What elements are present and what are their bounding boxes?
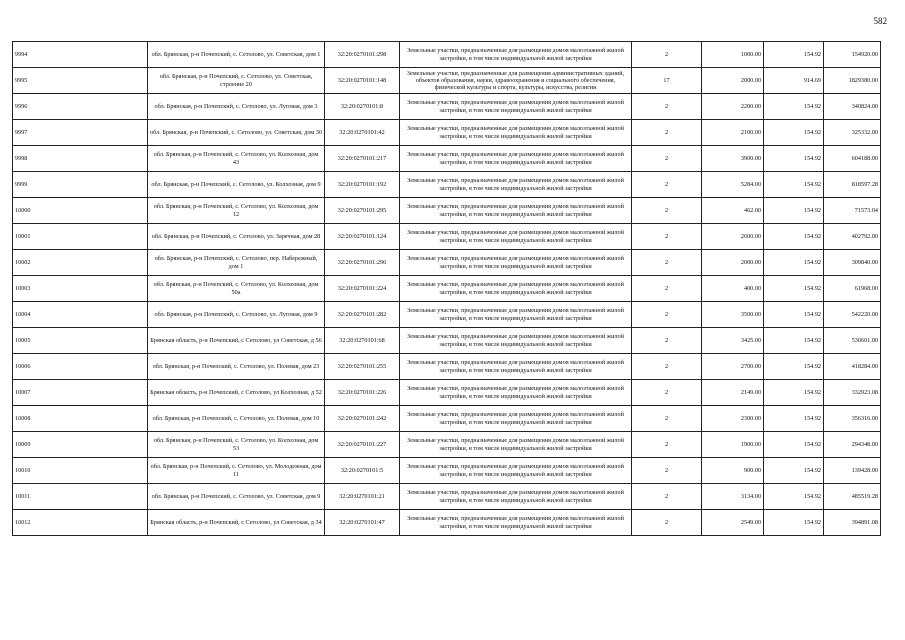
category-code-cell: 2 <box>632 510 702 536</box>
address-cell: обл. Брянская, р-н Почепский, с. Сетолово, ул. Советская, строение 20 <box>148 68 325 94</box>
cadastral-number-cell: 32:20:0270101:255 <box>325 354 400 380</box>
row-number-cell: 10004 <box>13 302 148 328</box>
category-code-cell: 17 <box>632 68 702 94</box>
cadastral-number-cell: 32:20:0270101:8 <box>325 94 400 120</box>
land-use-cell: Земельные участки, предназначенные для размещения домов малоэтажной жилой застройки, в том числе индивидуальной жилой застройки <box>400 302 632 328</box>
table-row <box>13 198 881 224</box>
land-use-cell: Земельные участки, предназначенные для размещения домов малоэтажной жилой застройки, в том числе индивидуальной жилой застройки <box>400 276 632 302</box>
specific-value-cell: 154.92 <box>764 250 824 276</box>
table-row <box>13 484 881 510</box>
table-row <box>13 380 881 406</box>
table-body <box>13 42 881 536</box>
category-code-cell: 2 <box>632 328 702 354</box>
land-use-cell: Земельные участки, предназначенные для размещения домов малоэтажной жилой застройки, в том числе индивидуальной жилой застройки <box>400 42 632 68</box>
area-cell: 2300.00 <box>702 406 764 432</box>
row-number-cell: 10000 <box>13 198 148 224</box>
area-cell: 3425.00 <box>702 328 764 354</box>
cadastral-value-cell: 402792.00 <box>824 224 881 250</box>
specific-value-cell: 154.92 <box>764 224 824 250</box>
cadastral-value-cell: 394891.08 <box>824 510 881 536</box>
area-cell: 5284.00 <box>702 172 764 198</box>
address-cell: обл. Брянская, р-н Почепский, с. Сетолово, ул. Советская, дом 9 <box>148 484 325 510</box>
row-number-cell: 10001 <box>13 224 148 250</box>
row-number-cell: 9997 <box>13 120 148 146</box>
cadastral-value-cell: 154920.00 <box>824 42 881 68</box>
area-cell: 2549.00 <box>702 510 764 536</box>
specific-value-cell: 154.92 <box>764 484 824 510</box>
category-code-cell: 2 <box>632 250 702 276</box>
cadastral-value-cell: 294348.00 <box>824 432 881 458</box>
row-number-cell: 9999 <box>13 172 148 198</box>
cadastral-value-cell: 61968.00 <box>824 276 881 302</box>
address-cell: обл. Брянская, р-н Почепский, с. Сетолово, пер. Набережный, дом 1 <box>148 250 325 276</box>
cadastral-value-cell: 71573.04 <box>824 198 881 224</box>
cadastral-number-cell: 32:20:0270101:242 <box>325 406 400 432</box>
table-row <box>13 94 881 120</box>
land-use-cell: Земельные участки, предназначенные для размещения домов малоэтажной жилой застройки, в том числе индивидуальной жилой застройки <box>400 510 632 536</box>
area-cell: 3500.00 <box>702 302 764 328</box>
land-use-cell: Земельные участки, предназначенные для размещения домов малоэтажной жилой застройки, в том числе индивидуальной жилой застройки <box>400 120 632 146</box>
category-code-cell: 2 <box>632 94 702 120</box>
land-use-cell: Земельные участки, предназначенные для размещения домов малоэтажной жилой застройки, в том числе индивидуальной жилой застройки <box>400 146 632 172</box>
cadastral-value-cell: 818597.28 <box>824 172 881 198</box>
cadastral-number-cell: 32:20:0270101:192 <box>325 172 400 198</box>
category-code-cell: 2 <box>632 276 702 302</box>
specific-value-cell: 154.92 <box>764 198 824 224</box>
table-row <box>13 328 881 354</box>
cadastral-value-cell: 332923.08 <box>824 380 881 406</box>
cadastral-number-cell: 32:20:0270101:298 <box>325 42 400 68</box>
cadastral-number-cell: 32:20:0270101:227 <box>325 432 400 458</box>
area-cell: 2000.00 <box>702 250 764 276</box>
row-number-cell: 10010 <box>13 458 148 484</box>
specific-value-cell: 154.92 <box>764 146 824 172</box>
cadastral-value-cell: 340824.00 <box>824 94 881 120</box>
land-use-cell: Земельные участки, предназначенные для размещения домов малоэтажной жилой застройки, в том числе индивидуальной жилой застройки <box>400 198 632 224</box>
row-number-cell: 9994 <box>13 42 148 68</box>
address-cell: обл. Брянская, р-н Почепский, с. Сетолово, ул. Советская, дом 30 <box>148 120 325 146</box>
category-code-cell: 2 <box>632 406 702 432</box>
area-cell: 1900.00 <box>702 432 764 458</box>
address-cell: обл. Брянская, р-н Почепский, с. Сетолово, ул. Колхозная, дом 50а <box>148 276 325 302</box>
area-cell: 2600.00 <box>702 224 764 250</box>
area-cell: 400.00 <box>702 276 764 302</box>
category-code-cell: 2 <box>632 146 702 172</box>
cadastral-number-cell: 32:20:0270101:217 <box>325 146 400 172</box>
cadastral-number-cell: 32:20:0270101:226 <box>325 380 400 406</box>
specific-value-cell: 154.92 <box>764 510 824 536</box>
table-row <box>13 276 881 302</box>
address-cell: Брянская область, р-н Почепский, с Сетолово, ул Колхозная, д 52 <box>148 380 325 406</box>
area-cell: 2700.00 <box>702 354 764 380</box>
table-row <box>13 172 881 198</box>
table-row <box>13 42 881 68</box>
table-row <box>13 302 881 328</box>
specific-value-cell: 154.92 <box>764 328 824 354</box>
table-row <box>13 432 881 458</box>
category-code-cell: 2 <box>632 42 702 68</box>
address-cell: обл. Брянская, р-н Почепский, с. Сетолово, ул. Колхозная, дом 53 <box>148 432 325 458</box>
cadastral-number-cell: 32:20:0270101:296 <box>325 250 400 276</box>
area-cell: 1000.00 <box>702 42 764 68</box>
row-number-cell: 10003 <box>13 276 148 302</box>
cadastral-value-cell: 485519.28 <box>824 484 881 510</box>
row-number-cell: 10009 <box>13 432 148 458</box>
table-row <box>13 354 881 380</box>
area-cell: 2100.00 <box>702 120 764 146</box>
cadastral-value-table <box>12 41 881 536</box>
cadastral-value-cell: 1829380.00 <box>824 68 881 94</box>
land-use-cell: Земельные участки, предназначенные для размещения домов малоэтажной жилой застройки, в том числе индивидуальной жилой застройки <box>400 94 632 120</box>
specific-value-cell: 154.92 <box>764 42 824 68</box>
table-row <box>13 68 881 94</box>
category-code-cell: 2 <box>632 224 702 250</box>
cadastral-number-cell: 32:20:0270101:68 <box>325 328 400 354</box>
land-use-cell: Земельные участки, предназначенные для размещения домов малоэтажной жилой застройки, в том числе индивидуальной жилой застройки <box>400 484 632 510</box>
cadastral-value-cell: 139428.00 <box>824 458 881 484</box>
land-use-cell: Земельные участки, предназначенные для размещения домов малоэтажной жилой застройки, в том числе индивидуальной жилой застройки <box>400 380 632 406</box>
cadastral-number-cell: 32:20:0270101:21 <box>325 484 400 510</box>
address-cell: обл. Брянская, р-н Почепский, с. Сетолово, ул. Колхозная, дом 12 <box>148 198 325 224</box>
category-code-cell: 2 <box>632 432 702 458</box>
cadastral-value-cell: 309840.00 <box>824 250 881 276</box>
row-number-cell: 10006 <box>13 354 148 380</box>
category-code-cell: 2 <box>632 354 702 380</box>
area-cell: 2000.00 <box>702 68 764 94</box>
area-cell: 3134.00 <box>702 484 764 510</box>
row-number-cell: 10011 <box>13 484 148 510</box>
cadastral-number-cell: 32:20:0270101:47 <box>325 510 400 536</box>
specific-value-cell: 154.92 <box>764 406 824 432</box>
cadastral-number-cell: 32:20:0270101:124 <box>325 224 400 250</box>
category-code-cell: 2 <box>632 484 702 510</box>
land-use-cell: Земельные участки, предназначенные для размещения домов малоэтажной жилой застройки, в том числе индивидуальной жилой застройки <box>400 250 632 276</box>
category-code-cell: 2 <box>632 380 702 406</box>
specific-value-cell: 154.92 <box>764 172 824 198</box>
land-use-cell: Земельные участки, предназначенные для размещения домов малоэтажной жилой застройки, в том числе индивидуальной жилой застройки <box>400 354 632 380</box>
table-row <box>13 510 881 536</box>
table-row <box>13 224 881 250</box>
area-cell: 900.00 <box>702 458 764 484</box>
specific-value-cell: 914.69 <box>764 68 824 94</box>
cadastral-number-cell: 32:20:0270101:42 <box>325 120 400 146</box>
land-use-cell: Земельные участки, предназначенные для размещения административных зданий, объектов образования, науки, здравоохранения и социального обеспечения, физической культуры и спорта, культуры, искусства, религии <box>400 68 632 94</box>
land-use-cell: Земельные участки, предназначенные для размещения домов малоэтажной жилой застройки, в том числе индивидуальной жилой застройки <box>400 458 632 484</box>
cadastral-value-cell: 418284.00 <box>824 354 881 380</box>
cadastral-value-cell: 356316.00 <box>824 406 881 432</box>
table-row <box>13 458 881 484</box>
cadastral-value-cell: 530601.00 <box>824 328 881 354</box>
specific-value-cell: 154.92 <box>764 380 824 406</box>
address-cell: обл. Брянская, р-н Почепский, с. Сетолово, ул. Колхозная, дом 9 <box>148 172 325 198</box>
row-number-cell: 10005 <box>13 328 148 354</box>
land-use-cell: Земельные участки, предназначенные для размещения домов малоэтажной жилой застройки, в том числе индивидуальной жилой застройки <box>400 224 632 250</box>
row-number-cell: 9996 <box>13 94 148 120</box>
page-number: 582 <box>873 16 887 26</box>
category-code-cell: 2 <box>632 458 702 484</box>
cadastral-number-cell: 32:20:0270101:224 <box>325 276 400 302</box>
table-row <box>13 406 881 432</box>
category-code-cell: 2 <box>632 172 702 198</box>
address-cell: обл. Брянская, р-н Почепский, с. Сетолово, ул. Заречная, дом 28 <box>148 224 325 250</box>
cadastral-number-cell: 32:20:0270101:148 <box>325 68 400 94</box>
cadastral-value-cell: 604188.00 <box>824 146 881 172</box>
address-cell: обл. Брянская, р-н Почепский, с. Сетолово, ул. Полевая, дом 23 <box>148 354 325 380</box>
land-use-cell: Земельные участки, предназначенные для размещения домов малоэтажной жилой застройки, в том числе индивидуальной жилой застройки <box>400 172 632 198</box>
specific-value-cell: 154.92 <box>764 432 824 458</box>
row-number-cell: 9998 <box>13 146 148 172</box>
specific-value-cell: 154.92 <box>764 94 824 120</box>
area-cell: 2200.00 <box>702 94 764 120</box>
cadastral-number-cell: 32:20:0270101:295 <box>325 198 400 224</box>
table-row <box>13 120 881 146</box>
specific-value-cell: 154.92 <box>764 458 824 484</box>
area-cell: 2149.00 <box>702 380 764 406</box>
cadastral-number-cell: 32:20:0270101:5 <box>325 458 400 484</box>
table-row <box>13 250 881 276</box>
table-row <box>13 146 881 172</box>
specific-value-cell: 154.92 <box>764 276 824 302</box>
category-code-cell: 2 <box>632 198 702 224</box>
address-cell: обл. Брянская, р-н Почепский, с. Сетолово, ул. Колхозная, дом 43 <box>148 146 325 172</box>
specific-value-cell: 154.92 <box>764 302 824 328</box>
address-cell: Брянская область, р-н Почепский, с Сетолово, ул Советская, д 56 <box>148 328 325 354</box>
cadastral-number-cell: 32:20:0270101:282 <box>325 302 400 328</box>
land-use-cell: Земельные участки, предназначенные для размещения домов малоэтажной жилой застройки, в том числе индивидуальной жилой застройки <box>400 328 632 354</box>
address-cell: Брянская область, р-н Почепский, с Сетолово, ул Советская, д 34 <box>148 510 325 536</box>
category-code-cell: 2 <box>632 302 702 328</box>
cadastral-value-cell: 542220.00 <box>824 302 881 328</box>
cadastral-value-cell: 325332.00 <box>824 120 881 146</box>
land-use-cell: Земельные участки, предназначенные для размещения домов малоэтажной жилой застройки, в том числе индивидуальной жилой застройки <box>400 406 632 432</box>
address-cell: обл. Брянская, р-н Почепский, с. Сетолово, ул. Луговая, дом 9 <box>148 302 325 328</box>
land-use-cell: Земельные участки, предназначенные для размещения домов малоэтажной жилой застройки, в том числе индивидуальной жилой застройки <box>400 432 632 458</box>
row-number-cell: 10012 <box>13 510 148 536</box>
row-number-cell: 10008 <box>13 406 148 432</box>
address-cell: обл. Брянская, р-н Почепский, с. Сетолово, ул. Полевая, дом 10 <box>148 406 325 432</box>
address-cell: обл. Брянская, р-н Почепский, с. Сетолово, ул. Луговая, дом 3 <box>148 94 325 120</box>
specific-value-cell: 154.92 <box>764 354 824 380</box>
row-number-cell: 10007 <box>13 380 148 406</box>
specific-value-cell: 154.92 <box>764 120 824 146</box>
category-code-cell: 2 <box>632 120 702 146</box>
row-number-cell: 9995 <box>13 68 148 94</box>
area-cell: 3900.00 <box>702 146 764 172</box>
row-number-cell: 10002 <box>13 250 148 276</box>
address-cell: обл. Брянская, р-н Почепский, с. Сетолово, ул. Молодежная, дом 11 <box>148 458 325 484</box>
area-cell: 462.00 <box>702 198 764 224</box>
address-cell: обл. Брянская, р-н Почепский, с. Сетолово, ул. Советская, дом 1 <box>148 42 325 68</box>
